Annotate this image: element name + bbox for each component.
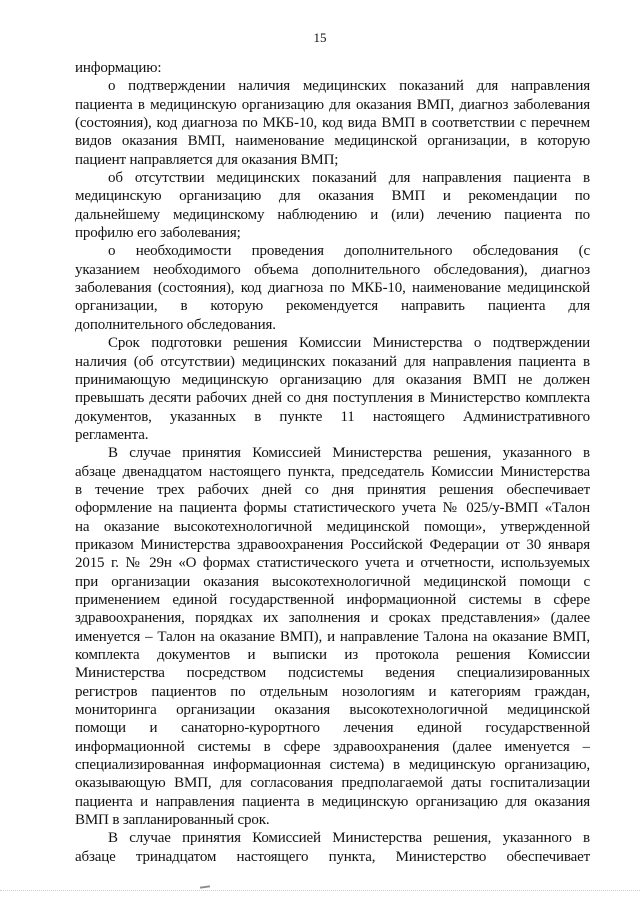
text-line: оказывающую ВМП, для согласования предполагаемой даты госпитализации: [75, 775, 590, 792]
text-line: при организации оказания высокотехнологичной медицинской помощи с: [75, 573, 590, 590]
text-line: дальнейшему медицинскому наблюдению и (или) лечению пациента по: [75, 206, 590, 223]
text-line: оформление на пациента формы статистического учета № 025/у-ВМП «Талон: [75, 500, 590, 517]
text-line: о необходимости проведения дополнительного обследования (с: [108, 243, 590, 260]
text-line: информационной системы в сфере здравоохранения (далее именуется –: [75, 738, 590, 755]
text-line: дополнительного обследования.: [75, 316, 276, 333]
text-line: (состояния), код диагноза по МКБ-10, код вида ВМП в соответствии с перечнем: [75, 115, 590, 132]
scan-edge-line: [0, 890, 640, 891]
text-line: комплекта документов и выписки из протокола решения Комиссии: [75, 647, 590, 663]
text-line: ВМП в запланированный срок.: [75, 812, 270, 829]
text-line: приказом Министерства здравоохранения Российской Федерации от 30 января: [75, 536, 590, 553]
text-line: организации, в которую рекомендуется направить пациента для: [75, 298, 590, 315]
text-line: Министерства посредством подсистемы ведения специализированных: [75, 665, 590, 682]
text-line: принимающую медицинскую организацию для оказания ВМП не должен: [75, 371, 590, 388]
text-line: пациента в медицинскую организацию для оказания ВМП, диагноз заболевания: [75, 96, 590, 113]
text-line: превышать десяти рабочих дней со дня поступления в Министерство комплекта: [75, 390, 590, 407]
text-line: В случае принятия Комиссией Министерства решения, указанного в: [108, 830, 590, 847]
text-line: регистров пациентов по отдельным нозологиям и категориям граждан,: [75, 683, 590, 700]
text-line: специализированная информационная система) в медицинскую организацию,: [75, 757, 590, 774]
document-body: [75, 59, 590, 866]
text-line: помощи и санаторно-курортного лечения единой государственной: [75, 720, 590, 737]
text-line: пациент направляется для оказания ВМП;: [75, 151, 339, 168]
text-line: в течение трех рабочих дней со дня принятия решения обеспечивает: [75, 481, 590, 498]
text-line: здравоохранения, порядках их заполнения и сроках представления» (далее: [75, 610, 590, 627]
text-line: документов, указанных в пункте 11 настоящего Административного: [75, 408, 590, 425]
text-line: указанием необходимого объема дополнительного обследования), диагноз: [75, 261, 590, 278]
text-line: именуется – Талон на оказание ВМП), и направление Талона на оказание ВМП,: [75, 628, 590, 645]
text-line: регламента.: [75, 426, 149, 443]
text-line: абзаце тринадцатом настоящего пункта, Министерство обеспечивает: [75, 848, 590, 865]
text-line: видов оказания ВМП, наименование медицинской организации, в которую: [75, 133, 590, 150]
text-line: заболевания (состояния), код диагноза по МКБ-10, наименование медицинской: [75, 280, 590, 297]
text-line: пациента и направления пациента в медицинскую организацию для оказания: [75, 793, 590, 810]
text-line: мониторинга организации оказания высокотехнологичной медицинской: [75, 702, 590, 719]
text-line: Срок подготовки решения Комиссии Министерства о подтверждении: [108, 335, 590, 352]
text-line: применением единой государственной информационной системы в сфере: [75, 591, 590, 608]
text-line: медицинскую организацию для оказания ВМП и рекомендации по: [75, 188, 590, 205]
text-line: на оказание высокотехнологичной медицинской помощи», утвержденной: [75, 518, 590, 535]
text-line: профилю его заболевания;: [75, 225, 241, 242]
text-line: о подтверждении наличия медицинских показаний для направления: [108, 78, 590, 95]
page-number: 15: [313, 30, 327, 45]
text-line: 2015 г. № 29н «О формах статистического учета и отчетности, используемых: [75, 555, 590, 572]
text-line: В случае принятия Комиссией Министерства решения, указанного в: [108, 445, 590, 462]
text-line: информацию:: [75, 60, 162, 76]
text-line: абзаце двенадцатом настоящего пункта, председатель Комиссии Министерства: [75, 463, 590, 480]
text-line: наличия (об отсутствии) медицинских показаний для направления пациента в: [75, 353, 590, 370]
text-line: об отсутствии медицинских показаний для направления пациента в: [108, 170, 590, 187]
scan-artifact: [200, 885, 210, 888]
